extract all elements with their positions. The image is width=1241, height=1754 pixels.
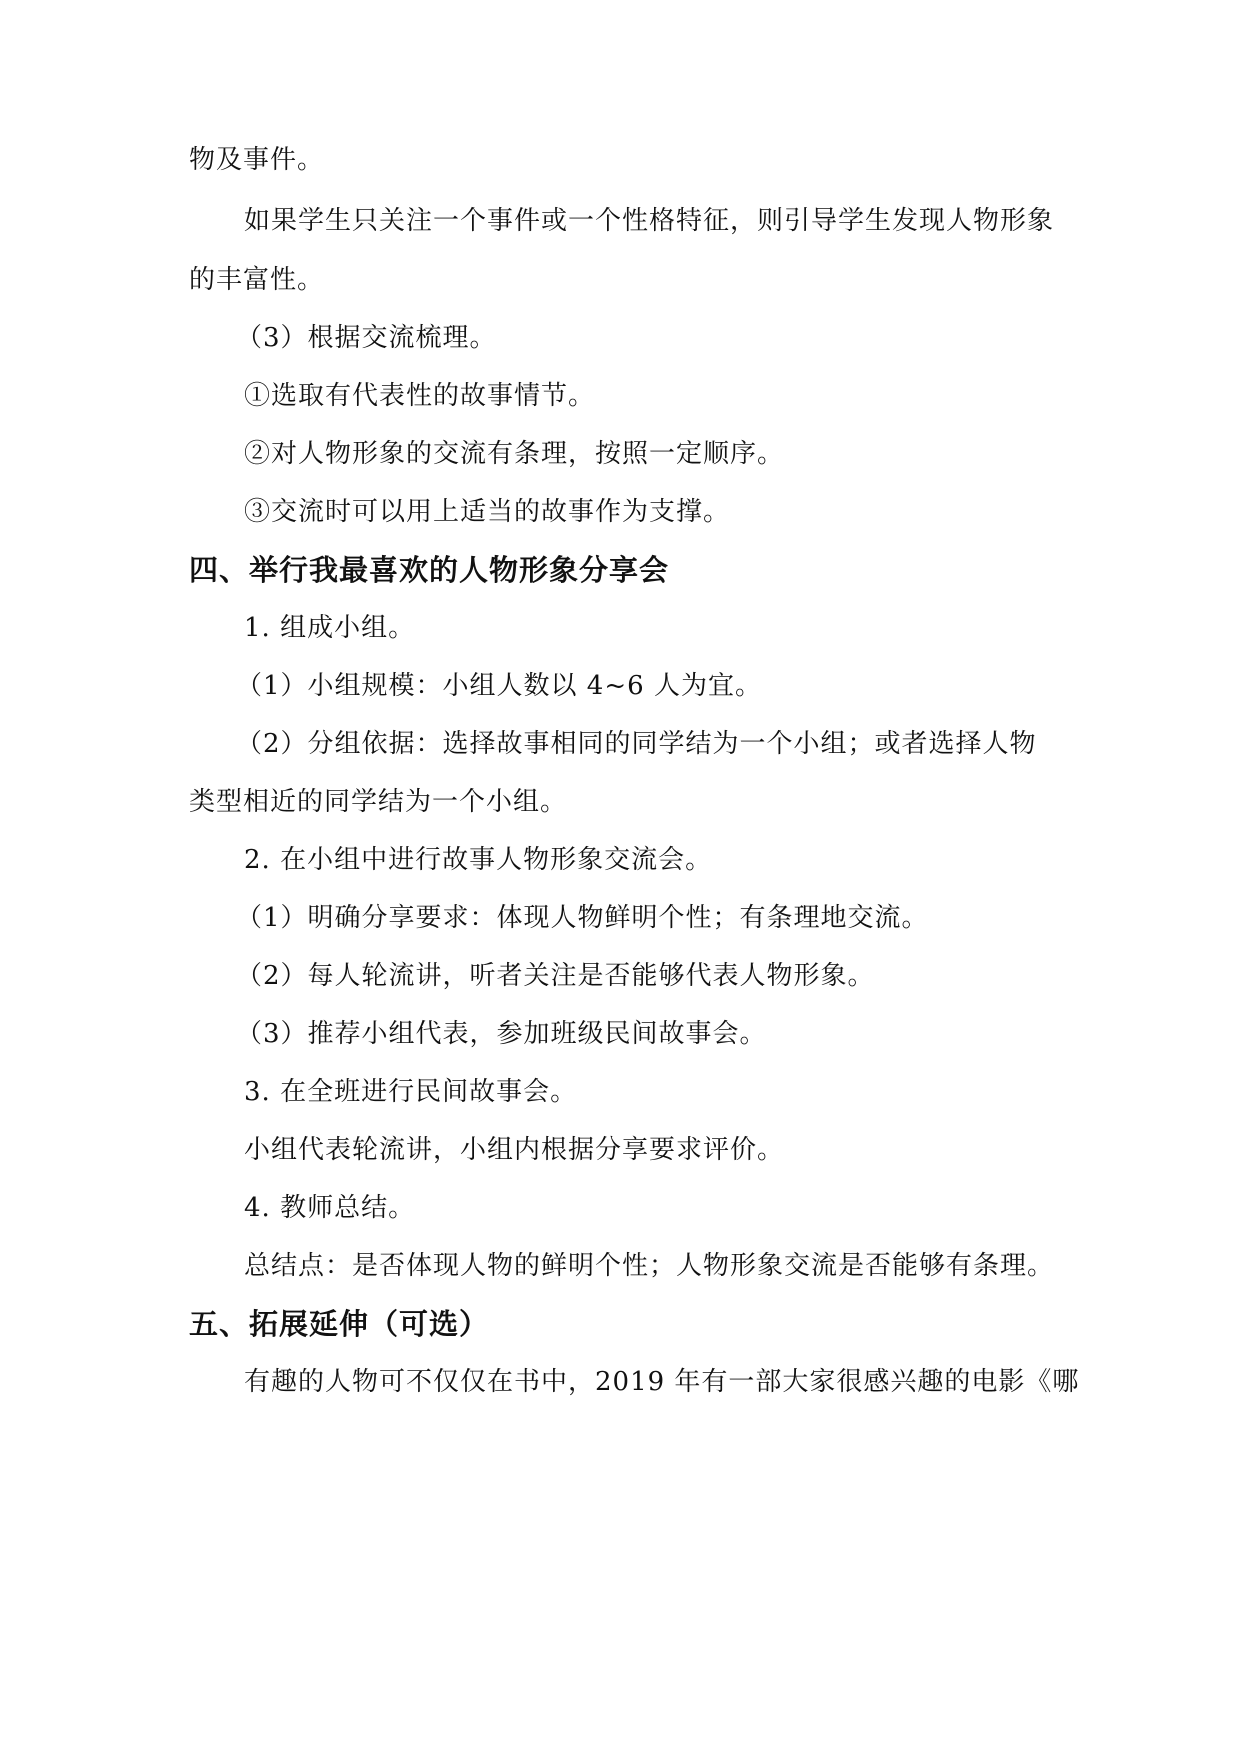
list-item: ①选取有代表性的故事情节。	[244, 381, 596, 411]
list-item: 2. 在小组中进行故事人物形象交流会。	[244, 845, 713, 875]
list-item: （2）每人轮流讲，听者关注是否能够代表人物形象。	[236, 961, 875, 991]
paragraph-line: 有趣的人物可不仅仅在书中，2019 年有一部大家很感兴趣的电影《哪	[244, 1367, 1080, 1397]
list-item: （2）分组依据：选择故事相同的同学结为一个小组；或者选择人物	[236, 729, 1037, 759]
list-item: （3）推荐小组代表，参加班级民间故事会。	[236, 1019, 767, 1049]
list-item: （3）根据交流梳理。	[236, 323, 497, 353]
list-item: （1）明确分享要求：体现人物鲜明个性；有条理地交流。	[236, 903, 929, 933]
section-heading: 五、拓展延伸（可选）	[189, 1307, 490, 1341]
section-heading: 四、举行我最喜欢的人物形象分享会	[189, 553, 670, 587]
list-item: 3. 在全班进行民间故事会。	[244, 1077, 578, 1107]
list-item: 4. 教师总结。	[244, 1193, 416, 1223]
paragraph-line: 的丰富性。	[189, 265, 325, 295]
list-item: 1. 组成小组。	[244, 613, 416, 643]
paragraph-line: 如果学生只关注一个事件或一个性格特征，则引导学生发现人物形象	[244, 206, 1055, 236]
paragraph-line: 类型相近的同学结为一个小组。	[189, 787, 568, 817]
paragraph-line: 物及事件。	[189, 145, 325, 175]
list-item: ②对人物形象的交流有条理，按照一定顺序。	[244, 439, 785, 469]
paragraph-line: 小组代表轮流讲，小组内根据分享要求评价。	[244, 1135, 785, 1165]
list-item: （1）小组规模：小组人数以 4~6 人为宜。	[236, 671, 762, 701]
paragraph-line: 总结点：是否体现人物的鲜明个性；人物形象交流是否能够有条理。	[244, 1251, 1055, 1281]
list-item: ③交流时可以用上适当的故事作为支撑。	[244, 497, 731, 527]
